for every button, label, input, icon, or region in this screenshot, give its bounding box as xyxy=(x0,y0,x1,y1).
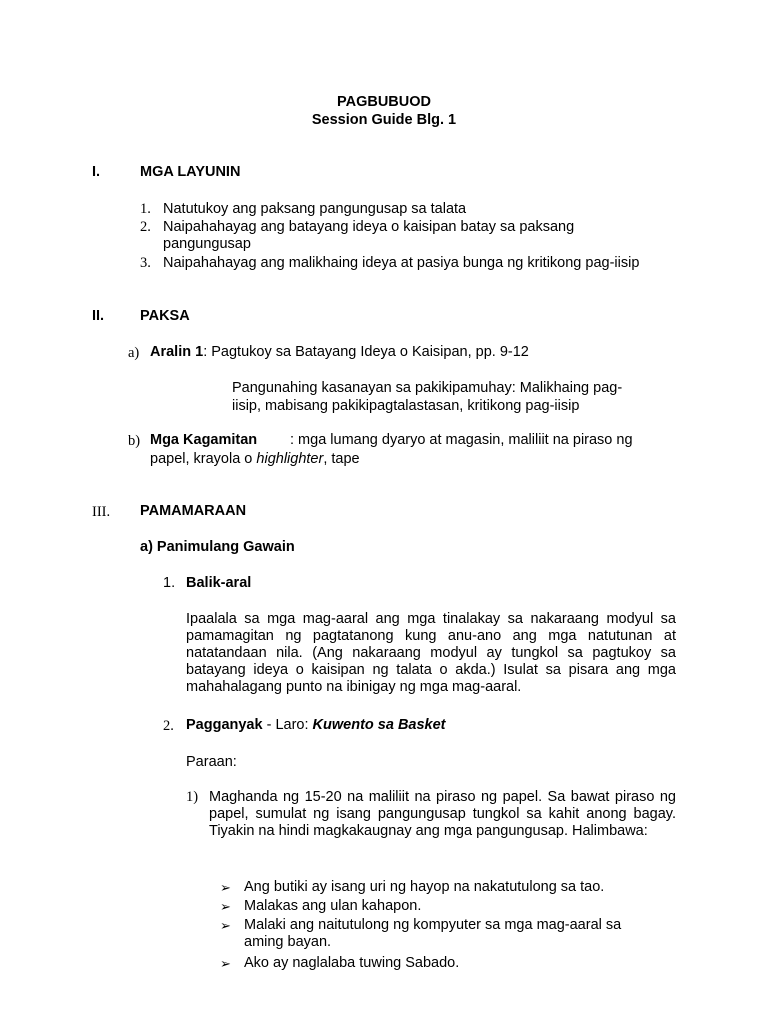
materials-highlighter: highlighter xyxy=(256,451,324,467)
section-1-heading: MGA LAYUNIN xyxy=(140,164,241,180)
materials-text: : mga lumang dyaryo at magasin, maliliit na piraso ng xyxy=(290,432,633,448)
step-1-title: Balik-aral xyxy=(186,575,252,591)
example-sentence-3: Malaki ang naitutulong ng kompyuter sa mga mag-aaral sa xyxy=(244,917,622,933)
subsection-a-heading: a) Panimulang Gawain xyxy=(140,539,295,555)
topic-a-letter: a) xyxy=(128,345,140,361)
section-2-heading: PAKSA xyxy=(140,308,190,324)
objective-1-text: Natutukoy ang paksang pangungusap sa talata xyxy=(163,201,467,217)
step-2-mid: - Laro: xyxy=(262,717,313,733)
section-1-number: I. xyxy=(92,164,101,180)
materials-cont-post: , tape xyxy=(323,451,360,467)
section-3-heading: PAMAMARAAN xyxy=(140,503,247,519)
skills-line-2: iisip, mabisang pakikipagtalastasan, kritikong pag-iisip xyxy=(232,398,580,414)
objective-1-number: 1. xyxy=(140,201,151,217)
lesson-label: Aralin 1 xyxy=(150,344,204,360)
example-sentence-2: Malakas ang ulan kahapon. xyxy=(244,898,422,914)
example-sentence-4: Ako ay naglalaba tuwing Sabado. xyxy=(244,955,460,971)
step-2-number: 2. xyxy=(163,718,174,734)
step-2-line xyxy=(186,717,446,734)
section-2-number: II. xyxy=(92,308,105,324)
objective-3-text: Naipahahayag ang malikhaing ideya at pasiya bunga ng kritikong pag-iisip xyxy=(163,255,640,271)
example-sentence-3-cont: aming bayan. xyxy=(244,934,332,950)
step-2-title: Pagganyak xyxy=(186,717,263,733)
topic-a-line xyxy=(150,344,529,361)
objective-2-text-cont: pangungusap xyxy=(163,236,251,252)
arrow-bullet-icon: ➢ xyxy=(220,919,231,934)
materials-label: Mga Kagamitan xyxy=(150,432,258,448)
lesson-title: : Pagtukoy sa Batayang Ideya o Kaisipan, pp. 9-12 xyxy=(203,344,529,360)
example-sentence-1: Ang butiki ay isang uri ng hayop na nakatutulong sa tao. xyxy=(244,879,605,895)
review-paragraph: Ipaalala sa mga mag-aaral ang mga tinalakay sa nakaraang modyul sa pamamagitan ng pagtatanong kung anu-ano ang mga natutunan at natatandaan nila. (Ang nakaraang modyul ay tungkol sa pagtukoy sa batayang ideya o kaisipan ng talata o akda.) Isulat sa pisara ang mga mahahalagang punto na ibinigay ng mga mag-aaral. xyxy=(186,611,676,695)
arrow-bullet-icon: ➢ xyxy=(220,900,231,915)
section-3-number: III. xyxy=(92,504,111,520)
page-title: PAGBUBUOD xyxy=(337,94,431,110)
objective-2-number: 2. xyxy=(140,219,151,235)
step-1-number: 1. xyxy=(163,575,176,591)
game-title: Kuwento sa Basket xyxy=(312,717,446,733)
arrow-bullet-icon: ➢ xyxy=(220,881,231,896)
materials-text-cont xyxy=(150,451,360,468)
arrow-bullet-icon: ➢ xyxy=(220,957,231,972)
objective-2-text: Naipahahayag ang batayang ideya o kaisipan batay sa paksang xyxy=(163,219,575,235)
page-subtitle: Session Guide Blg. 1 xyxy=(311,112,457,128)
procedure-1-text: Maghanda ng 15-20 na maliliit na piraso ng papel. Sa bawat piraso ng papel, sumulat ng isang pangungusap tungkol sa kahit anong bagay. Tiyakin na hindi magkakaugnay ang mga pangungusap. Halimbawa: xyxy=(209,789,676,839)
procedure-label: Paraan: xyxy=(186,754,237,770)
topic-b-letter: b) xyxy=(128,433,141,449)
skills-line-1: Pangunahing kasanayan sa pakikipamuhay: Malikhaing pag- xyxy=(232,380,623,396)
procedure-1-number: 1) xyxy=(186,789,199,805)
materials-cont-pre: papel, krayola o xyxy=(150,451,257,467)
objective-3-number: 3. xyxy=(140,255,151,271)
